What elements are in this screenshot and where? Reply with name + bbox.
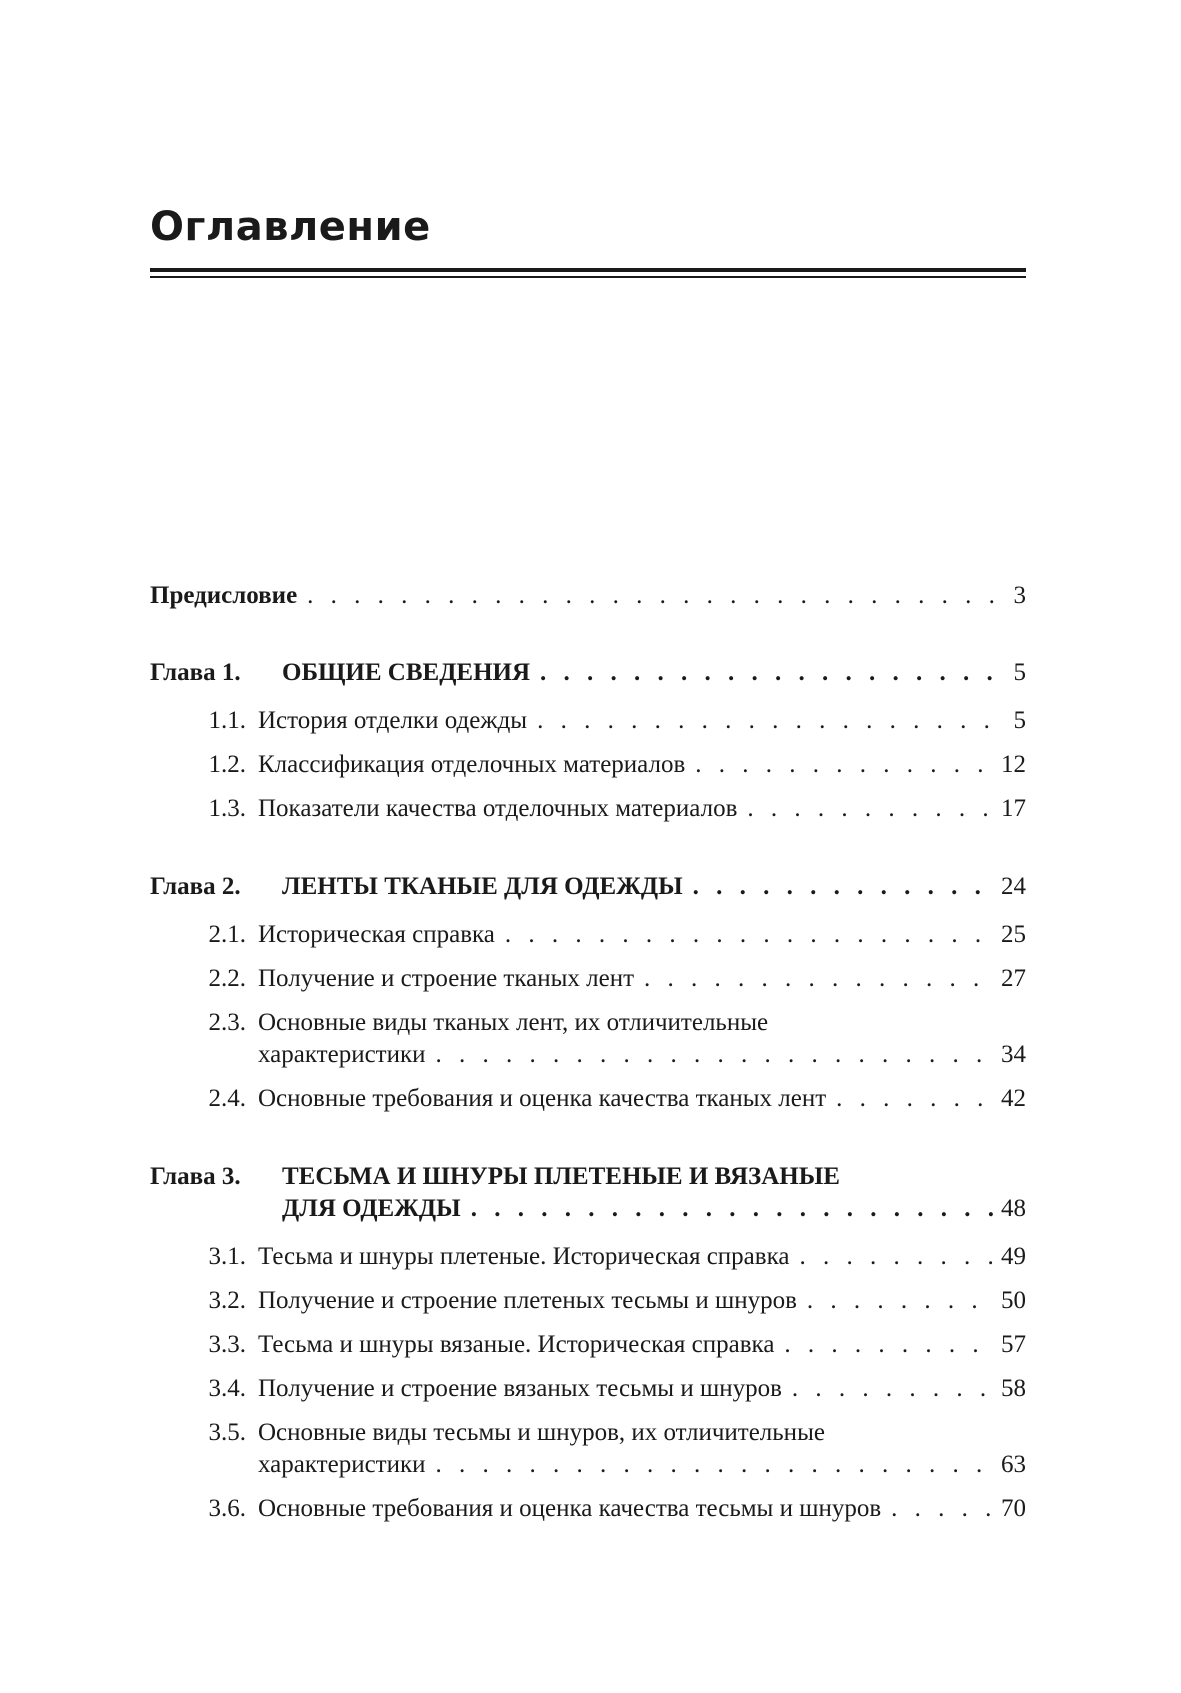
toc-chapter-3[interactable] xyxy=(150,1161,1026,1193)
toc-page-number: 50 xyxy=(1001,1287,1026,1314)
toc-section-2-3[interactable] xyxy=(150,1007,1026,1039)
toc-section-1-1[interactable] xyxy=(150,705,1026,737)
toc-entry-text: Предисловие xyxy=(150,582,298,609)
section-number: 2.3. xyxy=(208,1009,246,1036)
toc-section-3-5[interactable] xyxy=(150,1417,1026,1449)
section-number: 1.2. xyxy=(208,751,246,778)
dot-leader xyxy=(436,1449,994,1481)
section-title: Тесьма и шнуры вязаные. Историческая справка xyxy=(258,1331,775,1358)
toc-page-number: 58 xyxy=(1001,1375,1026,1402)
section-number: 2.4. xyxy=(208,1085,246,1112)
chapter-title-line1: ТЕСЬМА И ШНУРЫ ПЛЕТЕНЫЕ И ВЯЗАНЫЕ xyxy=(282,1163,840,1190)
page-title: Оглавление xyxy=(150,204,431,250)
toc-section-1-2[interactable] xyxy=(150,749,1026,781)
dot-leader xyxy=(807,1285,994,1317)
toc-section-3-2[interactable] xyxy=(150,1285,1026,1317)
section-title: Историческая справка xyxy=(258,921,495,948)
toc-section-2-2[interactable] xyxy=(150,963,1026,995)
toc-page-number: 3 xyxy=(1013,582,1026,609)
section-number: 2.2. xyxy=(208,965,246,992)
section-title-line1: Основные виды тканых лент, их отличительные xyxy=(258,1009,769,1036)
section-title: Получение и строение тканых лент xyxy=(258,965,635,992)
section-number: 3.5. xyxy=(208,1419,246,1446)
section-number: 2.1. xyxy=(208,921,246,948)
toc-page-number: 17 xyxy=(1001,795,1026,822)
toc-page-number: 49 xyxy=(1001,1243,1026,1270)
section-title-line2: характеристики xyxy=(258,1041,426,1068)
toc-page-number: 5 xyxy=(1013,659,1026,686)
dot-leader xyxy=(695,749,994,781)
dot-leader xyxy=(693,871,994,903)
dot-leader xyxy=(784,1329,994,1361)
toc-page-number: 5 xyxy=(1013,707,1026,734)
chapter-title: ЛЕНТЫ ТКАНЫЕ ДЛЯ ОДЕЖДЫ xyxy=(282,873,683,900)
section-title: Основные требования и оценка качества тесьмы и шнуров xyxy=(258,1495,882,1522)
dot-leader xyxy=(891,1493,994,1525)
toc-page-number: 63 xyxy=(1001,1451,1026,1478)
section-number: 3.4. xyxy=(208,1375,246,1402)
toc-page-number: 25 xyxy=(1001,921,1026,948)
title-rule-thick xyxy=(150,268,1026,272)
toc-page-number: 70 xyxy=(1001,1495,1026,1522)
chapter-label: Глава 3. xyxy=(150,1163,241,1190)
chapter-label: Глава 2. xyxy=(150,873,241,900)
chapter-title: ОБЩИЕ СВЕДЕНИЯ xyxy=(282,659,531,686)
toc-section-3-4[interactable] xyxy=(150,1373,1026,1405)
title-rule-thin xyxy=(150,276,1026,278)
toc-chapter-3-continued[interactable] xyxy=(150,1193,1026,1225)
dot-leader xyxy=(537,705,994,737)
dot-leader xyxy=(436,1039,994,1071)
toc-page-number: 42 xyxy=(1001,1085,1026,1112)
dot-leader xyxy=(792,1373,994,1405)
toc-section-3-3[interactable] xyxy=(150,1329,1026,1361)
section-title: Получение и строение плетеных тесьмы и шнуров xyxy=(258,1287,797,1314)
toc-section-2-1[interactable] xyxy=(150,919,1026,951)
section-title: Классификация отделочных материалов xyxy=(258,751,686,778)
toc-section-2-3-continued[interactable] xyxy=(150,1039,1026,1071)
dot-leader xyxy=(307,580,994,612)
section-title: Тесьма и шнуры плетеные. Историческая справка xyxy=(258,1243,790,1270)
toc-section-3-6[interactable] xyxy=(150,1493,1026,1525)
toc-chapter-2[interactable] xyxy=(150,871,1026,903)
section-title: История отделки одежды xyxy=(258,707,528,734)
chapter-title-line2: ДЛЯ ОДЕЖДЫ xyxy=(282,1195,461,1222)
dot-leader xyxy=(644,963,994,995)
toc-section-2-4[interactable] xyxy=(150,1083,1026,1115)
toc-page-number: 24 xyxy=(1001,873,1026,900)
section-number: 3.6. xyxy=(208,1495,246,1522)
dot-leader xyxy=(799,1241,994,1273)
toc-chapter-1[interactable] xyxy=(150,657,1026,689)
toc-entry-preface[interactable] xyxy=(150,580,1026,612)
section-title-line1: Основные виды тесьмы и шнуров, их отличительные xyxy=(258,1419,825,1446)
section-number: 3.2. xyxy=(208,1287,246,1314)
section-title: Основные требования и оценка качества тканых лент xyxy=(258,1085,827,1112)
toc-page-number: 34 xyxy=(1001,1041,1026,1068)
dot-leader xyxy=(540,657,994,689)
section-number: 1.1. xyxy=(208,707,246,734)
section-title: Показатели качества отделочных материалов xyxy=(258,795,738,822)
toc-section-1-3[interactable] xyxy=(150,793,1026,825)
toc-section-3-1[interactable] xyxy=(150,1241,1026,1273)
toc-section-3-5-continued[interactable] xyxy=(150,1449,1026,1481)
section-number: 3.3. xyxy=(208,1331,246,1358)
chapter-label: Глава 1. xyxy=(150,659,241,686)
dot-leader xyxy=(471,1193,994,1225)
toc-page-number: 27 xyxy=(1001,965,1026,992)
section-title: Получение и строение вязаных тесьмы и шнуров xyxy=(258,1375,782,1402)
section-number: 1.3. xyxy=(208,795,246,822)
dot-leader xyxy=(505,919,994,951)
section-number: 3.1. xyxy=(208,1243,246,1270)
toc-page-number: 57 xyxy=(1001,1331,1026,1358)
section-title-line2: характеристики xyxy=(258,1451,426,1478)
dot-leader xyxy=(836,1083,994,1115)
toc-page-number: 48 xyxy=(1001,1195,1026,1222)
table-of-contents xyxy=(150,580,1026,1537)
toc-page-number: 12 xyxy=(1001,751,1026,778)
dot-leader xyxy=(747,793,994,825)
